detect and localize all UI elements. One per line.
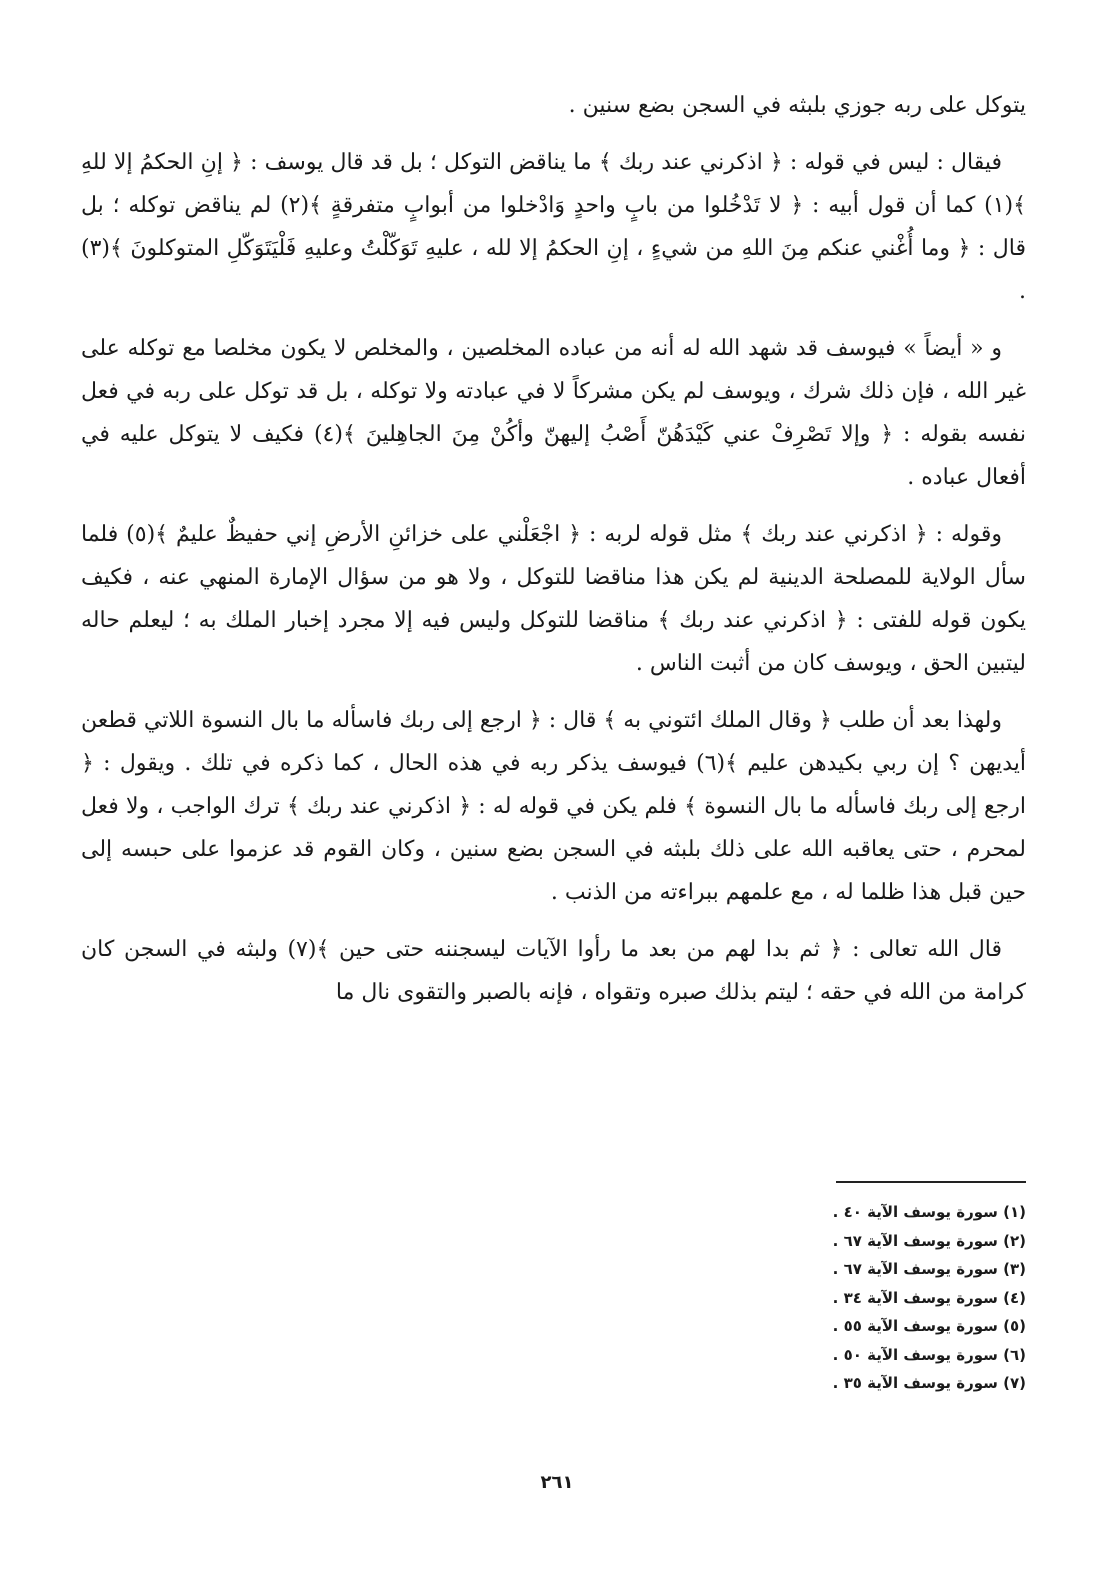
paragraph-continuation: يتوكل على ربه جوزي بلبثه في السجن بضع سنين . [568, 93, 1026, 118]
footnotes [526, 1198, 1026, 1398]
main-text [81, 84, 1026, 1028]
footnote: (١) سورة يوسف الآية ٤٠ . [832, 1203, 1026, 1221]
page-number: ٢٦١ [540, 1472, 574, 1493]
paragraph: قال الله تعالى : ﴿ ثم بدا لهم من بعد ما رأوا الآيات ليسجننه حتى حين ﴾(٧) ولبثه في السجن كان كرامة من الله في حقه ؛ ليتم بذلك صبره وتقواه ، فإنه بالصبر والتقوى نال ما [81, 937, 1026, 1005]
paragraph: ولهذا بعد أن طلب ﴿ وقال الملك ائتوني به ﴾ قال : ﴿ ارجع إلى ربك فاسأله ما بال النسوة اللاتي قطعن أيديهن ؟ إن ربي بكيدهن عليم ﴾(٦) فيوسف يذكر ربه في هذه الحال ، كما ذكره في تلك . ويقول : ﴿ ارجع إلى ربك فاسأله ما بال النسوة ﴾ فلم يكن في قوله له : ﴿ اذكرني عند ربك ﴾ ترك الواجب ، ولا فعل لمحرم ، حتى يعاقبه الله على ذلك بلبثه في السجن بضع سنين ، وكان القوم قد عزموا على حبسه إلى حين قبل هذا ظلما له ، مع علمهم ببراءته من الذنب . [81, 708, 1026, 905]
paragraph: وقوله : ﴿ اذكرني عند ربك ﴾ مثل قوله لربه : ﴿ اجْعَلْني على خزائنِ الأرضِ إني حفيظٌ عليمٌ ﴾(٥) فلما سأل الولاية للمصلحة الدينية لم يكن هذا مناقضا للتوكل ، ولا هو من سؤال الإمارة المنهي عنه ، فكيف يكون قوله للفتى : ﴿ اذكرني عند ربك ﴾ مناقضا للتوكل وليس فيه إلا مجرد إخبار الملك به ؛ ليعلم حاله ليتبين الحق ، ويوسف كان من أثبت الناس . [81, 522, 1027, 676]
footnote: (٧) سورة يوسف الآية ٣٥ . [832, 1374, 1026, 1392]
footnote-divider [836, 1181, 1026, 1183]
footnote: (٢) سورة يوسف الآية ٦٧ . [832, 1231, 1026, 1250]
paragraph: و « أيضاً » فيوسف قد شهد الله له أنه من عباده المخلصين ، والمخلص لا يكون مخلصا مع توكله على غير الله ، فإن ذلك شرك ، ويوسف لم يكن مشركاً لا في عبادته ولا توكله ، بل قد توكل على ربه في فعل نفسه بقوله : ﴿ وإلا تَصْرِفْ عني كَيْدَهُنّ أَصْبُ إليهنّ وأكُنْ مِنَ الجاهِلينَ ﴾(٤) فكيف لا يتوكل عليه في أفعال عباده . [81, 336, 1026, 490]
footnote: (٤) سورة يوسف الآية ٣٤ . [832, 1288, 1026, 1307]
paragraph: فيقال : ليس في قوله : ﴿ اذكرني عند ربك ﴾ ما يناقض التوكل ؛ بل قد قال يوسف : ﴿ إنِ الحكمُ إلا للهِ ﴾(١) كما أن قول أبيه : ﴿ لا تَدْخُلوا من بابٍ واحدٍ وَادْخلوا من أبوابٍ متفرقةٍ ﴾(٢) لم يناقض توكله ؛ بل قال : ﴿ وما أُغْني عنكم مِنَ اللهِ من شيءٍ ، إنِ الحكمُ إلا لله ، عليهِ تَوَكّلْتُ وعليهِ فَلْيَتَوَكّلِ المتوكلونَ ﴾(٣) . [81, 150, 1026, 304]
footnote: (٦) سورة يوسف الآية ٥٠ . [832, 1345, 1026, 1364]
footnote: (٣) سورة يوسف الآية ٦٧ . [832, 1260, 1026, 1278]
footnote: (٥) سورة يوسف الآية ٥٥ . [832, 1317, 1026, 1335]
